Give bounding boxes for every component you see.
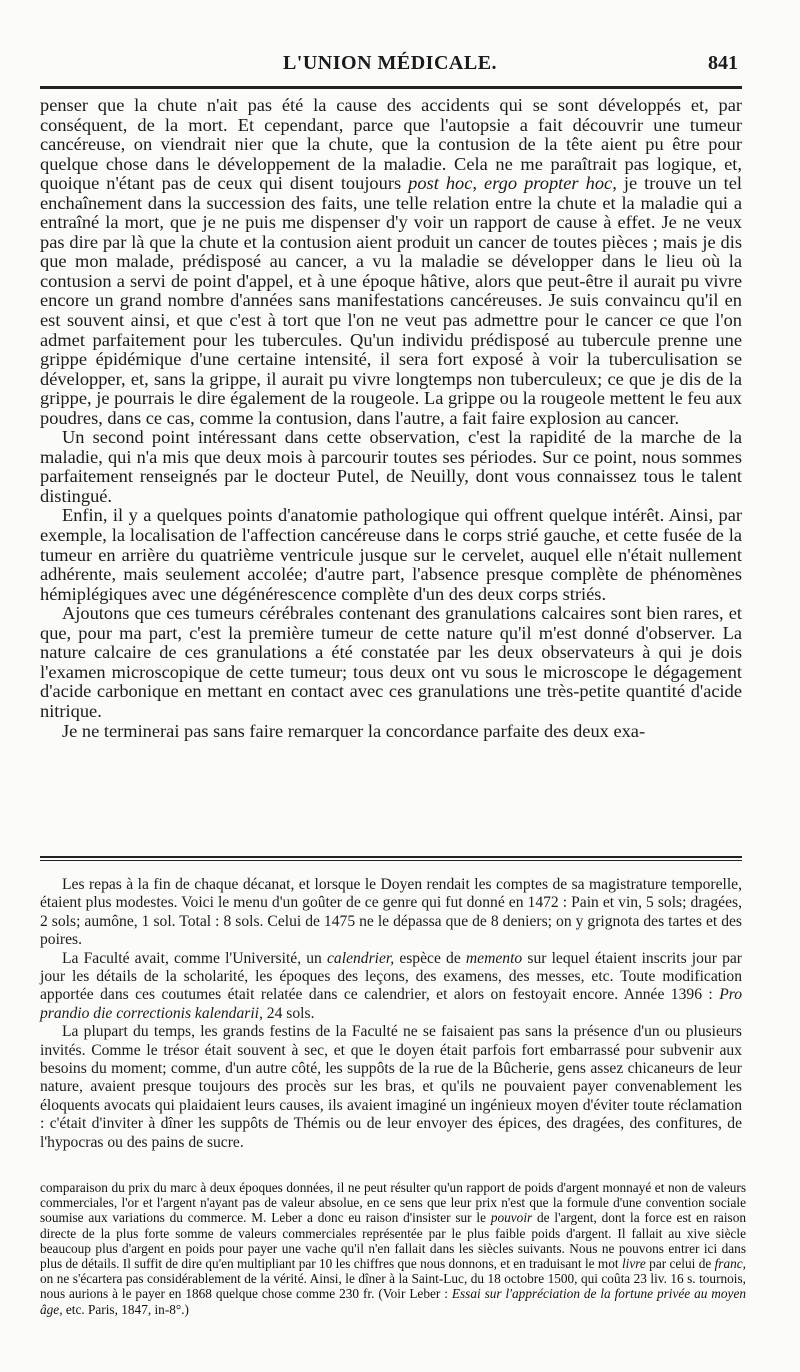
- paragraph-1-text-a: penser que la chute n'ait pas été la cause des accidents qui se sont développés et, par conséquent, de la mort. Et cependant, parce que l'autopsie a fait découvrir une tumeur cancéreuse, on viendrait nier que la chute, que la contusion de la tête aient pu être pour quelque chose dans le développement de la maladie. Cela ne me paraîtrait pas logique, et, quoique n'étant pas de ceux qui disent toujours: [40, 95, 742, 194]
- footnote-text-d: on ne s'écartera pas considérablement de la vérité. Ainsi, le dîner à la Saint-Luc, du 18 octobre 1500, qui coûta 23 liv. 16 s. tournois, nous aurions à le payer en 1868 quelque chose comme 230 fr. (Voir Leber :: [40, 1271, 746, 1302]
- paragraph-3: Enfin, il y a quelques points d'anatomie pathologique qui offrent quelque intérêt. Ainsi, par exemple, la localisation de l'affection cancéreuse dans le corps strié gauche, et cette fusée de la tumeur en arrière du quatrième ventricule jusque sur le cervelet, auquel elle n'était nullement adhérente, mais seulement accolée; d'autre part, l'absence presque complète de phénomènes hémiplégiques avec une dégénérescence complète d'un des deux corps striés.: [40, 505, 742, 604]
- footnote-paragraph: [40, 1180, 746, 1317]
- feuilleton-text: [40, 876, 742, 1152]
- note-2-memento: memento: [465, 949, 523, 967]
- header-rule: [40, 86, 742, 89]
- page-number: 841: [708, 52, 738, 74]
- footnote-text-b: de l'argent, dont la force est en raison directe de la plus forte somme de valeurs commerciales représentée par le plus faible poids d'argent. Il fallait au xive siècle beaucoup plus d'argent en poids pour payer une vache qu'il n'en fallait dans les siècles suivants. Nous ne pouvons entrer ici dans plus de détails. Il suffit de dire qu'en multipliant par 10 les chiffres que nous donnons, et en traduisant le mot: [40, 1210, 747, 1272]
- paragraph-2: Un second point intéressant dans cette observation, c'est la rapidité de la marche de la maladie, qui n'a mis que deux mois à parcourir toutes ses périodes. Sur ce point, nous sommes parfaitement renseignés par le docteur Putel, de Neuilly, dont vous connaissez tous le talent distingué.: [40, 427, 742, 506]
- note-2-text-b: espèce de: [394, 949, 466, 967]
- footnote-text-c: par celui de: [645, 1256, 715, 1272]
- running-header: [40, 50, 740, 80]
- note-2-text-c: sur lequel étaient inscrits jour par jour les détails de la scholarité, les époques des leçons, des examens, des messes, etc. Toute modification apportée dans ces coutumes était relatée dans ce calendrier, et alors on festoyait encore. Année 1396 :: [40, 949, 742, 1004]
- note-paragraph-1: Les repas à la fin de chaque décanat, et lorsque le Doyen rendait les comptes de sa magistrature temporelle, étaient plus modestes. Voici le menu d'un goûter de ce genre qui fut donné en 1472 : Pain et vin, 5 sols; dragées, 2 sols; aumône, 1 sol. Total : 8 sols. Celui de 1475 ne le dépassa que de 8 deniers; on y grignota des tartes et des poires.: [40, 876, 742, 949]
- note-2-text-d: 24 sols.: [262, 1004, 315, 1022]
- latin-phrase: post hoc, ergo propter hoc,: [408, 173, 617, 194]
- note-2-calendrier: calendrier,: [327, 949, 395, 967]
- main-text: [40, 96, 742, 741]
- footnote-text: [40, 1180, 746, 1317]
- note-paragraph-3: La plupart du temps, les grands festins de la Faculté ne se faisaient pas sans la présence d'un ou plusieurs invités. Comme le trésor était souvent à sec, et que le doyen était parfois fort embarrassé pour subvenir aux besoins du moment; comme, d'un autre côté, les suppôts de la rue de la Bûcherie, gens assez chicaneurs de leur nature, avaient presque toujours des procès sur les bras, et qu'ils ne pouvaient payer convenablement les éloquents avocats qui plaidaient leurs causes, ils avaient imaginé un ingénieux moyen d'éviter toute réclamation : c'était d'inviter à dîner les suppôts de Thémis ou de leur envoyer des épices, des dragées, des confitures, de l'hypocras ou des pains de sucre.: [40, 1023, 742, 1151]
- footnote-text-e: etc. Paris, 1847, in-8°.): [62, 1301, 189, 1317]
- paragraph-1: [40, 96, 742, 428]
- footnote-text-a: comparaison du prix du marc à deux époques données, il ne peut résulter qu'un rapport de poids d'argent monnayé et non de valeurs commerciales, l'or et l'argent n'ayant pas de valeur absolue, en ce sens que leur prix n'est que la formule d'une convention sociale soumise aux variations du commerce. M. Leber a donc eu raison d'insister sur le: [40, 1180, 746, 1226]
- footnote-essai: Essai sur l'appréciation de la fortune privée au moyen âge,: [40, 1286, 746, 1317]
- footnote-pouvoir: pouvoir: [490, 1210, 533, 1226]
- footnote-livre: livre: [621, 1256, 646, 1272]
- note-2-latin: Pro prandio die correctionis kalendarii,: [40, 986, 742, 1022]
- note-paragraph-2: [40, 950, 742, 1024]
- paragraph-5: Je ne terminerai pas sans faire remarquer la concordance parfaite des deux exa-: [62, 720, 646, 741]
- feuilleton-rule: [40, 856, 742, 861]
- journal-title: L'UNION MÉDICALE.: [282, 52, 498, 74]
- note-2-text-a: La Faculté avait, comme l'Université, un: [62, 949, 328, 967]
- paragraph-4: Ajoutons que ces tumeurs cérébrales contenant des granulations calcaires sont bien rares, et que, pour ma part, c'est la première tumeur de cette nature qu'il m'est donné d'observer. La nature calcaire de ces granulations a été constatée par les deux observateurs à qui je dois l'examen microscopique de cette tumeur; tous deux ont vu sous le microscope le dégagement d'acide carbonique en mettant en contact avec ces granulations une très-petite quantité d'acide nitrique.: [40, 603, 742, 721]
- footnote-franc: franc,: [714, 1256, 747, 1272]
- paragraph-1-text-b: je trouve un tel enchaînement dans la succession des faits, une telle relation entre la chute et la maladie qui a entraîné la mort, que je ne puis me dispenser d'y voir un rapport de cause à effet. Je ne veux pas dire par là que la chute et la contusion aient produit un cancer de toutes pièces ; mais je dis que mon malade, prédisposé au cancer, a vu la maladie se développer dans le lieu où la contusion a servi de point d'appel, et à une époque hâtive, alors que peut-être il aurait pu vivre encore un grand nombre d'années sans manifestations cancéreuses. Je suis convaincu qu'il en est souvent ainsi, et que c'est à tort que l'on ne veut pas admettre pour le cancer ce que l'on admet parfaitement pour les tubercules. Qu'un individu prédisposé au tubercule prenne une grippe épidémique d'une certaine intensité, il sera fort exposé à voir la tuberculisation se développer, et, sans la grippe, il aurait pu vivre longtemps non tuberculeux; ce que je dis de la grippe, je pourrais le dire également de la rougeole. La grippe ou la rougeole mettent le feu aux poudres, dans ce cas, comme la contusion, dans l'autre, a fait faire explosion au cancer.: [40, 173, 742, 428]
